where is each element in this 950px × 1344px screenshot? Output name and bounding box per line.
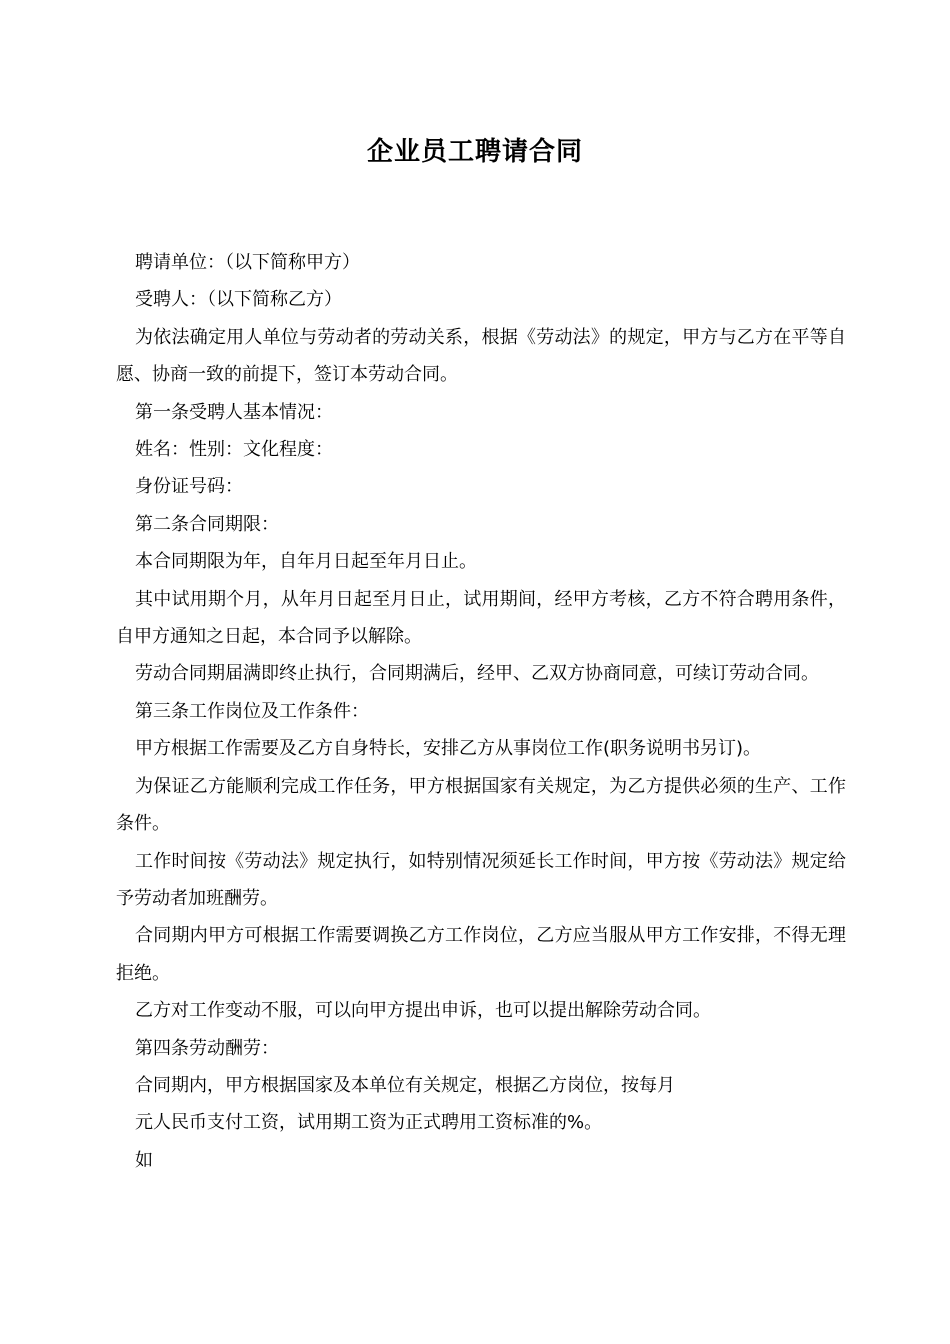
paragraph-reassignment: 合同期内甲方可根据工作需要调换乙方工作岗位，乙方应当服从甲方工作安排，不得无理拒绝。 [116,925,846,984]
document-title: 企业员工聘请合同 [366,137,583,167]
paragraph-renewal: 劳动合同期届满即终止执行，合同期满后，经甲、乙双方协商同意，可续订劳动合同。 [135,663,819,685]
paragraph-contract-term: 本合同期限为年，自年月日起至年月日止。 [135,551,477,573]
article-2-heading: 第二条合同期限： [135,513,279,535]
article-3-heading: 第三条工作岗位及工作条件： [135,700,369,722]
paragraph-position: 甲方根据工作需要及乙方自身特长，安排乙方从事岗位工作(职务说明书另订)。 [135,738,762,760]
paragraph-work-conditions: 为保证乙方能顺利完成工作任务，甲方根据国家有关规定，为乙方提供必须的生产、工作条件。 [116,775,846,835]
paragraph-employee: 受聘人：（以下简称乙方） [135,289,342,311]
paragraph-wages-2: 元人民币支付工资，试用期工资为正式聘用工资标准的%。 [135,1112,603,1134]
paragraph-trailing: 如 [135,1149,153,1171]
paragraph-appeal: 乙方对工作变动不服，可以向甲方提出申诉，也可以提出解除劳动合同。 [135,1000,711,1022]
paragraph-probation: 其中试用期个月，从年月日起至月日止，试用期间，经甲方考核，乙方不符合聘用条件，自甲方通知之日起，本合同予以解除。 [116,588,846,648]
paragraph-employer: 聘请单位：（以下简称甲方） [135,252,360,273]
paragraph-wages-1: 合同期内，甲方根据国家及本单位有关规定，根据乙方岗位，按每月 [135,1074,675,1096]
paragraph-id-number: 身份证号码： [135,476,243,498]
document-body [116,244,846,1179]
paragraph-work-hours: 工作时间按《劳动法》规定执行，如特别情况须延长工作时间，甲方按《劳动法》规定给予劳动者加班酬劳。 [116,850,846,909]
article-1-heading: 第一条受聘人基本情况： [135,401,333,423]
paragraph-name-gender-education: 姓名：性别：文化程度： [135,439,333,461]
paragraph-preamble: 为依法确定用人单位与劳动者的劳动关系，根据《劳动法》的规定，甲方与乙方在平等自愿、协商一致的前提下，签订本劳动合同。 [116,326,846,386]
article-4-heading: 第四条劳动酬劳： [135,1037,279,1059]
